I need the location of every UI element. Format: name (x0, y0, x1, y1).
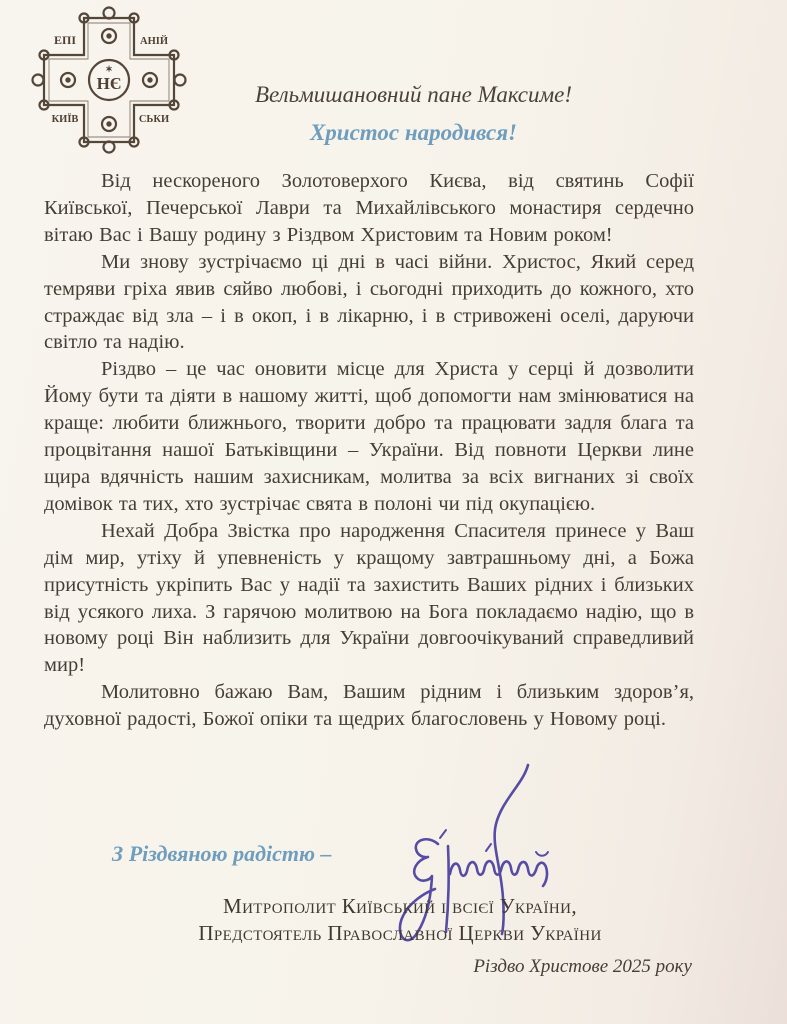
paragraph-4: Нехай Добра Звістка про народження Спасителя принесе у Ваш дім мир, утіху й упевненість у кращому завтрашньому дні, а Божа присутність укріпить Вас у надії та захистить Ваших рідних і близьких від усякого лиха. З гарячою молитвою на Бога покладаємо надію, що в новому році Він наблизить для України довгоочікуваний справедливий мир! (44, 519, 694, 677)
emblem-letters-bottom-right: СЬКИ (138, 114, 170, 125)
emblem-center-monogram: НЄ (96, 74, 122, 93)
emblem-letters-top-left: ЕПІ (53, 33, 77, 47)
emblem-letters-top-right: АНІЙ (139, 36, 169, 47)
emblem-star-icon: ✶ (105, 64, 113, 74)
paragraph-5: Молитовно бажаю Вам, Вашим рідним і близьким здоров’я, духовної радості, Божої опіки та щедрих благословень у Новому році. (44, 681, 694, 731)
paragraph-1: Від нескореного Золотоверхого Києва, від святинь Софії Київської, Печерської Лаври та Михайлівського монастиря сердечно вітаю Вас і Вашу родину з Різдвом Христовим та Новим роком! (44, 170, 694, 246)
paragraph-2: Ми знову зустрічаємо ці дні в часі війни. Христос, Який серед темряви гріха явив сяйво любові, і сьогодні приходить до кожного, хто страждає від зла – і в окоп, і в лікарню, і в стривожені оселі, даруючи світло та надію. (44, 250, 694, 354)
christmas-greeting-line: Христос народився! (309, 120, 518, 145)
paragraph-3: Різдво – це час оновити місце для Христа у серці й дозволити Йому бути та діяти в нашому житті, щоб допомогти нам змінюватися на краще: любити ближнього, творити добро та працювати задля блага та процвітання нашої Батьківщини – України. Від повноти Церкви лине щира вдячність нашим захисникам, молитва за всіх вигнаних зі своїх домівок та тих, хто зустрічає свята в полоні чи під окупацією. (44, 358, 694, 515)
sender-titles (95, 893, 705, 947)
letter-body (44, 168, 694, 733)
title-line-1: Митрополит Київський і всієї України, (223, 894, 577, 918)
title-line-2: Предстоятель Православної Церкви України (198, 921, 602, 945)
emblem-letters-bottom-left: КИЇВ (51, 114, 79, 125)
date-line: Різдво Христове 2025 року (473, 956, 692, 977)
salutation-line: Вельмишановний пане Максиме! (254, 82, 573, 107)
closing-line: З Різдвяною радістю – (112, 841, 332, 866)
